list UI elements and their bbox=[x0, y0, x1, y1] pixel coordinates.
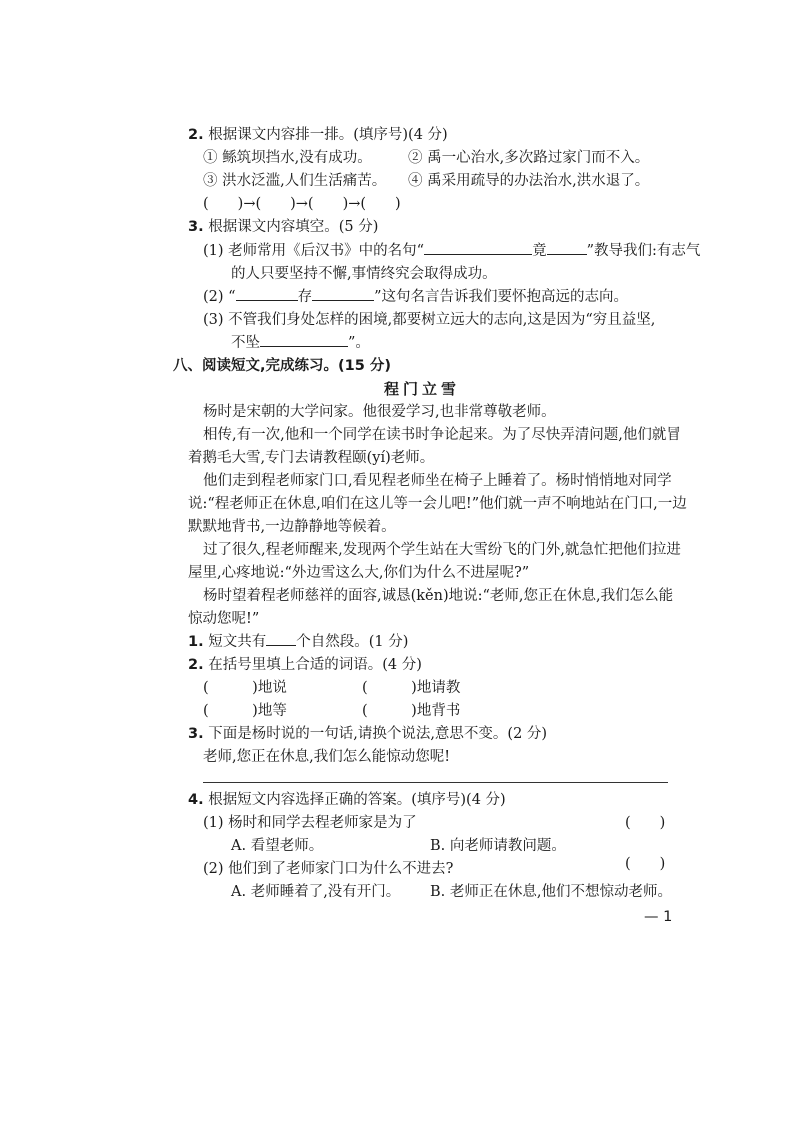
q3-prompt bbox=[188, 216, 378, 238]
q3-s1-blank-2[interactable] bbox=[547, 240, 587, 255]
q3-s1-suffix: ”教导我们:有志气 bbox=[586, 243, 701, 259]
q3-s1-mid: 竟 bbox=[532, 243, 547, 259]
s8-q4-sub1-answer-paren[interactable]: ( ) bbox=[625, 815, 666, 831]
q2-item-3: ③ 洪水泛滥,人们生活痛苦。 bbox=[203, 173, 387, 189]
passage-p5-line2: 惊动您呢!” bbox=[188, 611, 260, 627]
s8-q1-number: 1. bbox=[188, 634, 204, 650]
s8-q4-sub1-question: (1) 杨时和同学去程老师家是为了 bbox=[203, 815, 417, 831]
q2-item-4: ④ 禹采用疏导的办法治水,洪水退了。 bbox=[408, 173, 650, 189]
q3-text: 根据课文内容填空。(5 分) bbox=[208, 219, 379, 235]
s8-q4-number: 4. bbox=[188, 792, 204, 808]
page-number: — 1 bbox=[644, 909, 673, 925]
s8-q4-text: 根据短文内容选择正确的答案。(填序号)(4 分) bbox=[208, 792, 506, 808]
q3-s2-mid: 存 bbox=[297, 289, 313, 305]
s8-q1-suffix: 个自然段。(1 分) bbox=[296, 634, 409, 650]
s8-q4-prompt bbox=[188, 789, 506, 811]
passage-p3-line3: 默默地背书,一边静静地等候着。 bbox=[188, 519, 396, 535]
section-8-heading: 八、阅读短文,完成练习。(15 分) bbox=[173, 358, 391, 374]
s8-q4-sub2-answer-paren[interactable]: ( ) bbox=[625, 856, 666, 872]
s8-q2-item-2[interactable]: ( )地请教 bbox=[362, 680, 461, 696]
q2-item-1: ① 鲧筑坝挡水,没有成功。 bbox=[203, 150, 372, 166]
q2-prompt bbox=[188, 124, 448, 146]
q2-text: 根据课文内容排一排。(填序号)(4 分) bbox=[208, 127, 448, 143]
s8-q3-prompt bbox=[188, 723, 547, 745]
q3-sentence-3-cont bbox=[231, 332, 370, 354]
passage-p5-line1: 杨时望着程老师慈祥的面容,诚恳(kěn)地说:“老师,您正在休息,我们怎么能 bbox=[203, 588, 674, 604]
q3-sentence-1-cont: 的人只要坚持不懈,事情终究会取得成功。 bbox=[231, 266, 497, 282]
q3-sentence-2 bbox=[203, 286, 628, 308]
s8-q3-sentence: 老师,您正在休息,我们怎么能惊动您呢! bbox=[203, 749, 451, 765]
q3-s2-blank-1[interactable] bbox=[236, 286, 298, 301]
q2-number: 2. bbox=[188, 127, 204, 143]
passage-title: 程门立雪 bbox=[384, 380, 461, 398]
s8-q3-number: 3. bbox=[188, 726, 204, 742]
q3-number: 3. bbox=[188, 219, 204, 235]
s8-q4-sub2-option-a[interactable]: A. 老师睡着了,没有开门。 bbox=[231, 884, 401, 900]
s8-q2-item-3[interactable]: ( )地等 bbox=[203, 703, 287, 719]
q3-sentence-3: (3) 不管我们身处怎样的困境,都要树立远大的志向,这是因为“穷且益坚, bbox=[203, 312, 656, 328]
s8-q3-text: 下面是杨时说的一句话,请换个说法,意思不变。(2 分) bbox=[208, 726, 548, 742]
q3-s1-prefix: (1) 老师常用《后汉书》中的名句“ bbox=[203, 243, 425, 259]
s8-q2-item-1[interactable]: ( )地说 bbox=[203, 680, 287, 696]
q3-s2-suffix: ”这句名言告诉我们要怀抱高远的志向。 bbox=[374, 289, 628, 305]
s8-q4-sub2-option-b[interactable]: B. 老师正在休息,他们不想惊动老师。 bbox=[430, 884, 672, 900]
s8-q1 bbox=[188, 631, 408, 653]
s8-q2-number: 2. bbox=[188, 657, 204, 673]
q3-s3-suffix: ”。 bbox=[348, 335, 370, 351]
s8-q2-prompt bbox=[188, 654, 422, 676]
passage-p3-line1: 他们走到程老师家门口,看见程老师坐在椅子上睡着了。杨时悄悄地对同学 bbox=[203, 473, 672, 489]
passage-p4-line2: 屋里,心疼地说:“外边雪这么大,你们为什么不进屋呢?” bbox=[188, 565, 530, 581]
passage-p4-line1: 过了很久,程老师醒来,发现两个学生站在大雪纷飞的门外,就急忙把他们拉进 bbox=[203, 542, 681, 558]
q3-s2-prefix: (2) “ bbox=[203, 289, 236, 305]
q3-s1-blank-1[interactable] bbox=[424, 240, 532, 255]
q2-item-2: ② 禹一心治水,多次路过家门而不入。 bbox=[408, 150, 650, 166]
s8-q4-sub2-question: (2) 他们到了老师家门口为什么不进去? bbox=[203, 861, 454, 877]
passage-p2-line1: 相传,有一次,他和一个同学在读书时争论起来。为了尽快弄清问题,他们就冒 bbox=[203, 427, 681, 443]
q3-sentence-1 bbox=[203, 240, 700, 262]
s8-q4-sub1-option-a[interactable]: A. 看望老师。 bbox=[231, 838, 324, 854]
s8-q2-item-4[interactable]: ( )地背书 bbox=[362, 703, 461, 719]
s8-q1-prefix: 短文共有 bbox=[208, 634, 267, 650]
s8-q2-text: 在括号里填上合适的词语。(4 分) bbox=[208, 657, 422, 673]
passage-p1-line1: 杨时是宋朝的大学问家。他很爱学习,也非常尊敬老师。 bbox=[203, 404, 556, 420]
q3-s2-blank-2[interactable] bbox=[312, 286, 374, 301]
q3-s3-blank[interactable] bbox=[260, 332, 348, 347]
q2-order-line[interactable]: ( )→( )→( )→( ) bbox=[203, 196, 401, 212]
passage-p3-line2: 说:“程老师正在休息,咱们在这儿等一会儿吧!”他们就一声不响地站在门口,一边 bbox=[188, 496, 687, 512]
s8-q3-answer-line[interactable] bbox=[203, 782, 668, 783]
q3-s3-prefix: 不坠 bbox=[231, 335, 260, 351]
s8-q1-blank[interactable] bbox=[266, 631, 296, 646]
s8-q4-sub1-option-b[interactable]: B. 向老师请教问题。 bbox=[430, 838, 566, 854]
passage-p2-line2: 着鹅毛大雪,专门去请教程颐(yí)老师。 bbox=[188, 450, 435, 466]
